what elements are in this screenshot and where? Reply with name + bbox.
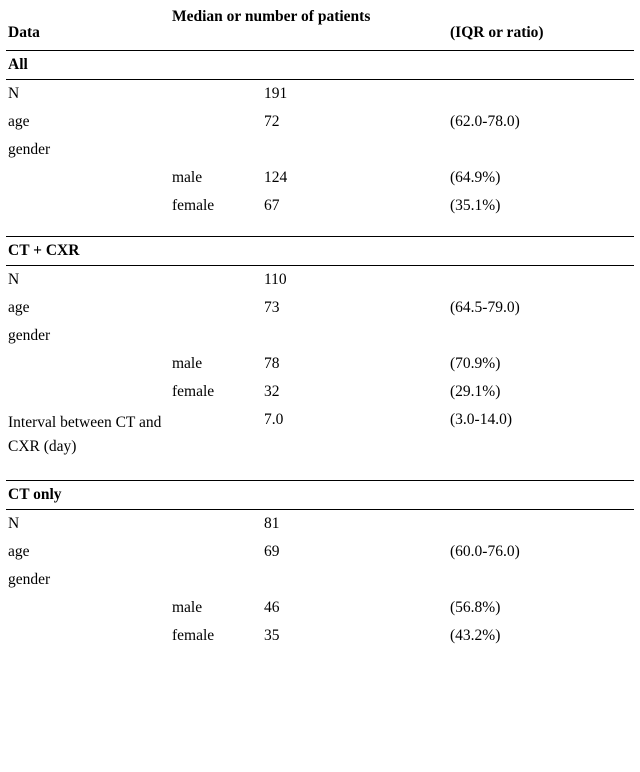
table-header-row: [6, 0, 634, 51]
row-value: 110: [264, 271, 287, 289]
row-note: (43.2%): [450, 627, 501, 645]
column-header-data: Data: [8, 24, 40, 41]
row-value: 7.0: [264, 411, 284, 429]
row-note: (3.0-14.0): [450, 411, 513, 429]
row-subgroup: female: [172, 197, 215, 215]
section-title-ct-cxr: CT + CXR: [6, 237, 634, 266]
table-header: [6, 0, 634, 51]
table-row: [6, 622, 634, 650]
row-note: (29.1%): [450, 383, 501, 401]
row-value: 32: [264, 383, 280, 401]
table-row: [6, 80, 634, 109]
row-subgroup: [170, 510, 262, 539]
row-subgroup: [170, 294, 262, 322]
row-label: [6, 378, 170, 406]
table-row: [6, 510, 634, 539]
section-spacer: [6, 220, 634, 237]
row-note: (64.5-79.0): [450, 299, 520, 317]
row-note: [448, 266, 634, 295]
table-row: [6, 164, 634, 192]
table-row: [6, 266, 634, 295]
table-row: [6, 406, 634, 464]
row-note: (60.0-76.0): [450, 543, 520, 561]
row-label: [6, 622, 170, 650]
row-label: age: [8, 299, 30, 317]
row-label: gender: [8, 571, 51, 589]
row-subgroup: [170, 266, 262, 295]
table-row: [6, 378, 634, 406]
row-value: 46: [264, 599, 280, 617]
row-note: [448, 322, 634, 350]
row-label: N: [8, 515, 20, 533]
row-value: 67: [264, 197, 280, 215]
row-note: (62.0-78.0): [450, 113, 520, 131]
table-row: [6, 322, 634, 350]
row-subgroup: male: [172, 169, 203, 187]
row-subgroup: [170, 406, 262, 464]
row-value: 35: [264, 627, 280, 645]
patient-statistics-table: [6, 0, 634, 650]
table-row: [6, 350, 634, 378]
row-label: age: [8, 113, 30, 131]
row-subgroup: [170, 80, 262, 109]
row-subgroup: [170, 108, 262, 136]
row-note: [448, 136, 634, 164]
section-header-row: [6, 51, 634, 80]
row-note: (56.8%): [450, 599, 501, 617]
row-label: gender: [8, 141, 51, 159]
section-spacer: [6, 464, 634, 481]
section-title-all: All: [6, 51, 634, 80]
row-value: 69: [264, 543, 280, 561]
table-row: [6, 108, 634, 136]
table-row: [6, 594, 634, 622]
row-label: [6, 192, 170, 220]
row-value: [262, 136, 448, 164]
row-note: [448, 510, 634, 539]
row-label: N: [8, 271, 20, 289]
row-label: [6, 594, 170, 622]
table-row: [6, 136, 634, 164]
row-value: 78: [264, 355, 280, 373]
table-row: [6, 538, 634, 566]
row-subgroup: female: [172, 383, 215, 401]
row-note: (64.9%): [450, 169, 501, 187]
table-row: [6, 566, 634, 594]
row-label: [6, 164, 170, 192]
row-value: [262, 566, 448, 594]
row-subgroup: [170, 322, 262, 350]
row-note: (35.1%): [450, 197, 501, 215]
table-body: [6, 51, 634, 651]
section-title-ct-only: CT only: [6, 481, 634, 510]
row-value: [262, 322, 448, 350]
row-value: 73: [264, 299, 280, 317]
row-subgroup: [170, 566, 262, 594]
row-label: age: [8, 543, 30, 561]
row-note: [448, 80, 634, 109]
row-label: N: [8, 85, 20, 103]
column-header-note: (IQR or ratio): [450, 24, 544, 41]
row-value: 124: [264, 169, 288, 187]
section-header-row: [6, 237, 634, 266]
row-subgroup: male: [172, 355, 203, 373]
table-row: [6, 294, 634, 322]
row-subgroup: [170, 538, 262, 566]
row-value: 191: [264, 85, 288, 103]
table-row: [6, 192, 634, 220]
row-subgroup: female: [172, 627, 215, 645]
row-label: gender: [8, 327, 51, 345]
row-note: [448, 566, 634, 594]
row-subgroup: male: [172, 599, 203, 617]
row-label: [6, 350, 170, 378]
row-value: 72: [264, 113, 280, 131]
row-label: Interval between CT and CXR (day): [8, 414, 162, 456]
row-subgroup: [170, 136, 262, 164]
row-note: (70.9%): [450, 355, 501, 373]
row-value: 81: [264, 515, 280, 533]
section-header-row: [6, 481, 634, 510]
column-header-median: Median or number of patients: [172, 8, 371, 25]
